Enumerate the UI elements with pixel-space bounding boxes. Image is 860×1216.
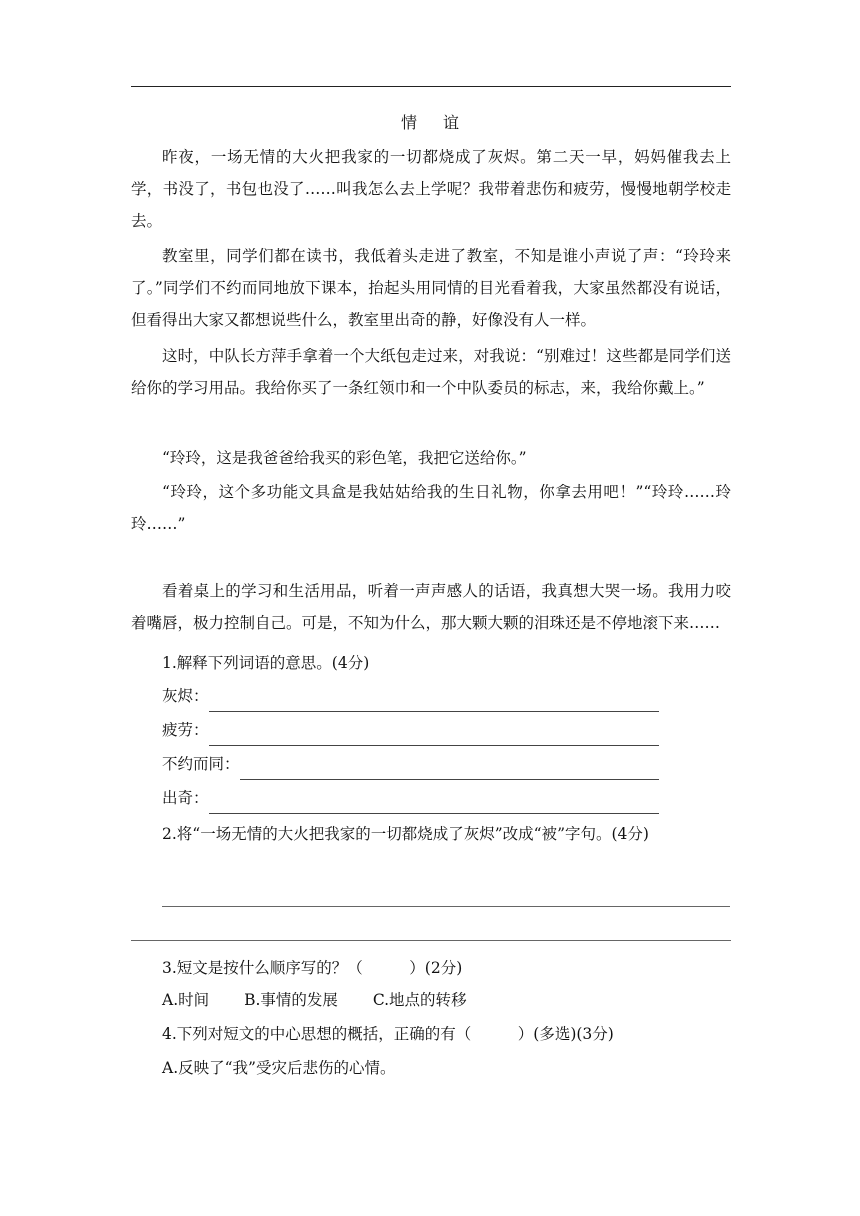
answer-line[interactable] — [162, 906, 730, 907]
question-2: 2.将“一场无情的大火把我家的一切都烧成了灰烬”改成“被”字句。(4分) — [162, 825, 649, 843]
question-3: 3.短文是按什么顺序写的？（ ）(2分) — [162, 959, 463, 977]
answer-line[interactable] — [209, 689, 659, 712]
option-a[interactable]: A.反映了“我”受灾后悲伤的心情。 — [162, 1059, 396, 1077]
term-label: 灰烬： — [162, 687, 209, 705]
top-rule — [131, 86, 731, 87]
passage-title: 情谊 — [400, 113, 485, 132]
option-b[interactable]: B.事情的发展 — [244, 991, 338, 1009]
term-row-4 — [162, 782, 659, 814]
term-label: 不约而同： — [162, 755, 240, 773]
passage-paragraph-4: “玲玲，这是我爸爸给我买的彩色笔，我把它送给你。” — [162, 449, 527, 467]
passage-paragraph-6: 看着桌上的学习和生活用品，听着一声声感人的话语，我真想大哭一场。我用力咬着嘴唇，极力控制自己。可是，不知为什么，那大颗大颗的泪珠还是不停地滚下来…… — [131, 582, 731, 632]
option-a[interactable]: A.时间 — [162, 991, 210, 1009]
term-row-3 — [162, 748, 659, 780]
question-4: 4.下列对短文的中心思想的概括，正确的有（ ）(多选)(3分) — [162, 1025, 614, 1043]
option-c[interactable]: C.地点的转移 — [372, 991, 467, 1009]
term-row-1 — [162, 680, 659, 712]
answer-line[interactable] — [240, 757, 659, 780]
term-label: 出奇： — [162, 789, 209, 807]
term-row-2 — [162, 714, 659, 746]
passage-paragraph-1: 昨夜，一场无情的大火把我家的一切都烧成了灰烬。第二天一早，妈妈催我去上学，书没了，书包也没了……叫我怎么去上学呢？我带着悲伤和疲劳，慢慢地朝学校走去。 — [131, 148, 731, 230]
term-label: 疲劳： — [162, 721, 209, 739]
question-3-options — [162, 984, 467, 1016]
answer-line[interactable] — [209, 791, 659, 814]
passage-paragraph-5: “玲玲，这个多功能文具盒是我姑姑给我的生日礼物，你拿去用吧！”“玲玲……玲玲……” — [131, 483, 731, 533]
passage-paragraph-3: 这时，中队长方萍手拿着一个大纸包走过来，对我说：“别难过！这些都是同学们送给你的学习用品。我给你买了一条红领巾和一个中队委员的标志，来，我给你戴上。” — [131, 347, 731, 397]
separator-line — [131, 940, 731, 941]
answer-line[interactable] — [209, 723, 659, 746]
question-1: 1.解释下列词语的意思。(4分) — [162, 654, 370, 672]
passage-paragraph-2: 教室里，同学们都在读书，我低着头走进了教室，不知是谁小声说了声：“玲玲来了。”同学们不约而同地放下课本，抬起头用同情的目光看着我，大家虽然都没有说话，但看得出大家又都想说些什么，教室里出奇的静，好像没有人一样。 — [131, 247, 731, 329]
